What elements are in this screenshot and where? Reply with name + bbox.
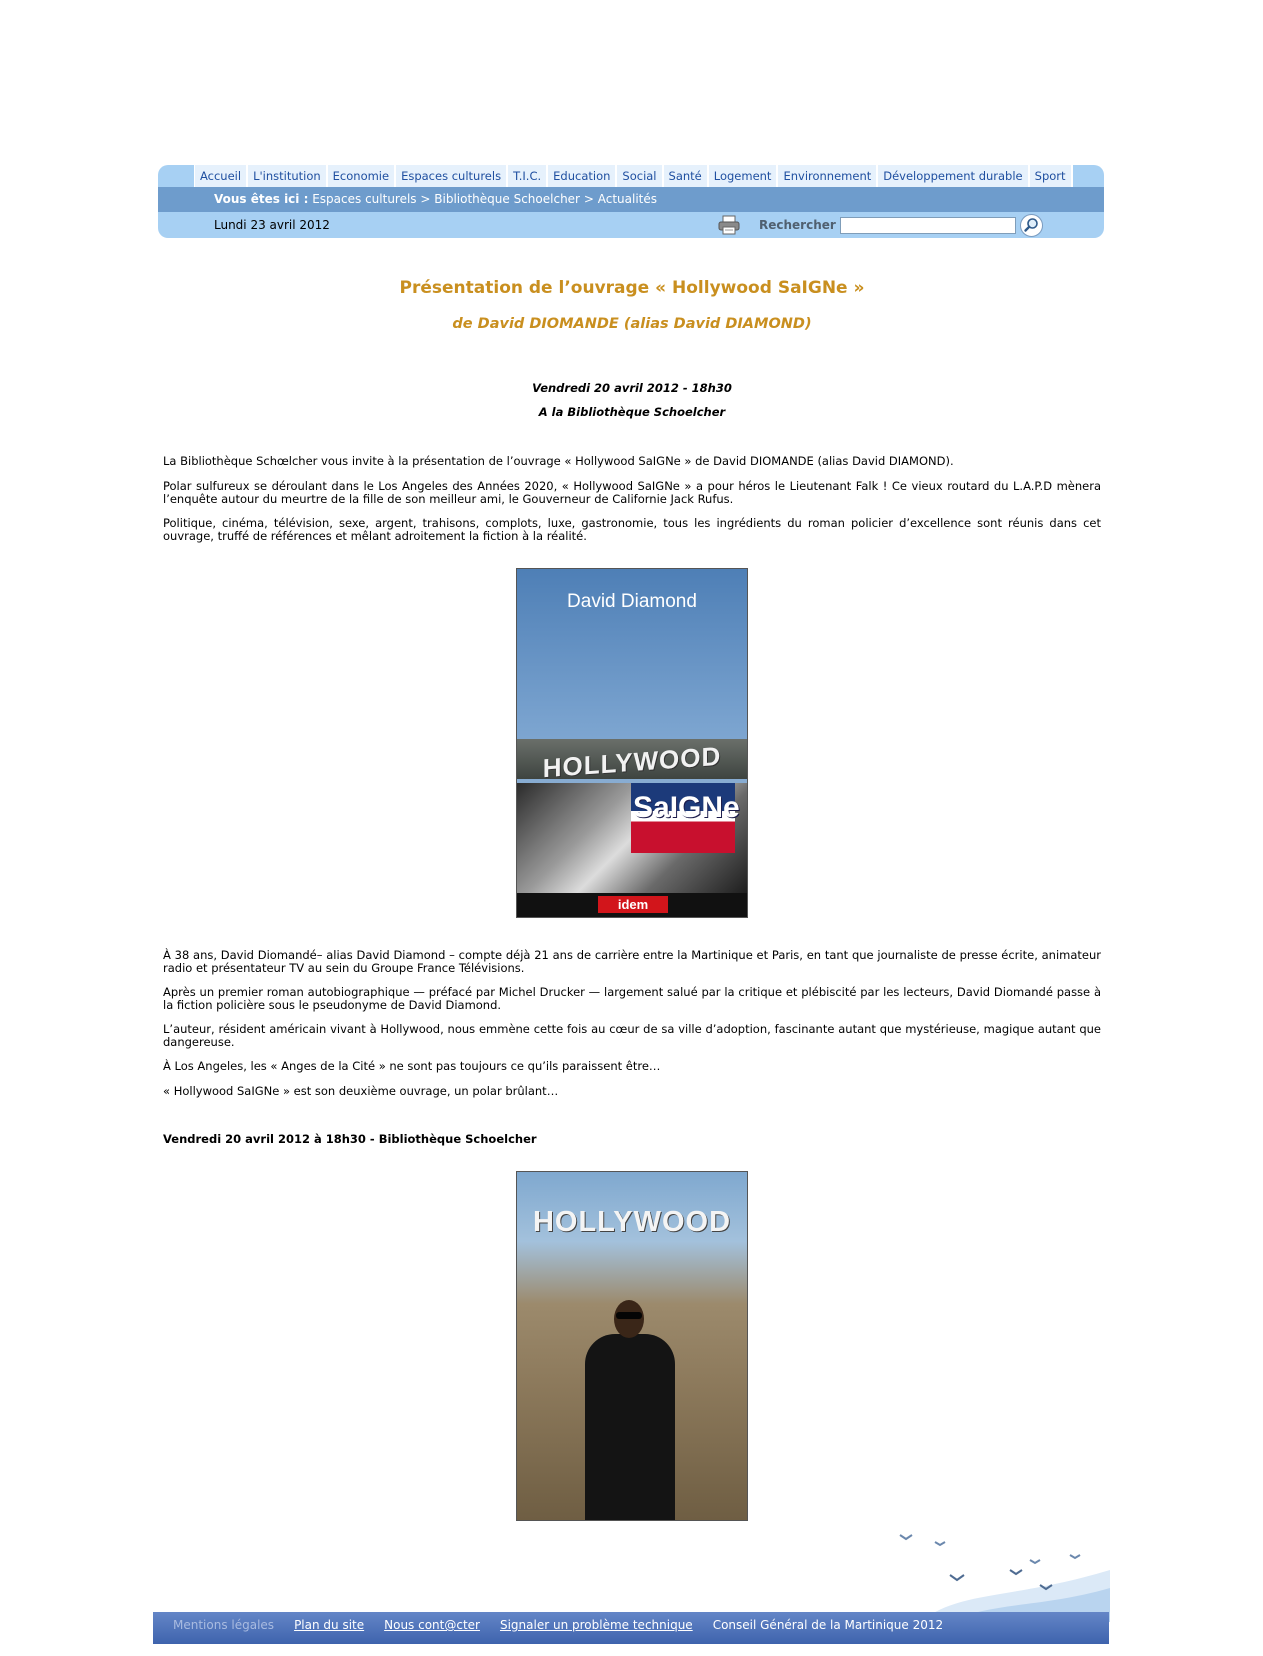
event-date: Vendredi 20 avril 2012 - 18h30 [532,381,732,395]
bio-paragraph: L’auteur, résident américain vivant à Hollywood, nous emmène cette fois au cœur de sa ville d’adoption, fascinante autant que mystérieuse, magique autant que dangereuse. [163,1022,1101,1049]
author-figure-glasses [616,1312,642,1319]
main-nav [194,165,1073,187]
author-figure-head [614,1300,644,1338]
nav-item-espaces-culturels[interactable]: Espaces culturels [396,165,508,187]
cover-hollywood-sign: HOLLYWOOD [542,740,722,784]
search-label: Rechercher [759,218,836,232]
event-summary: Vendredi 20 avril 2012 à 18h30 - Bibliothèque Schoelcher [163,1132,537,1146]
breadcrumb-item-bibliotheque[interactable]: Bibliothèque Schoelcher [434,192,580,206]
intro-paragraph: La Bibliothèque Schœlcher vous invite à la présentation de l’ouvrage « Hollywood SaIGNe » de David DIOMANDE (alias David DIAMOND). [163,454,954,468]
site-footer [153,1612,1109,1644]
nav-item-education[interactable]: Education [548,165,617,187]
breadcrumb-item-espaces-culturels[interactable]: Espaces culturels [312,192,417,206]
footer-link-contact[interactable]: Nous cont@cter [384,1618,480,1632]
nav-item-environnement[interactable]: Environnement [778,165,878,187]
book-cover-image [516,568,748,918]
page-title: Présentation de l’ouvrage « Hollywood SaIGNe » [399,278,865,298]
breadcrumb-separator: > [420,192,431,206]
main-nav-bar [158,165,1104,187]
breadcrumb-item-actualites[interactable]: Actualités [597,192,657,206]
nav-item-sante[interactable]: Santé [664,165,709,187]
photo-hollywood-sign: HOLLYWOOD [532,1206,732,1238]
nav-item-tic[interactable]: T.I.C. [508,165,548,187]
breadcrumb-bar [158,187,1104,212]
event-place: A la Bibliothèque Schoelcher [538,405,726,419]
intro-paragraph: Polar sulfureux se déroulant dans le Los Angeles des Années 2020, « Hollywood SaIGNe » a pour héros le Lieutenant Falk ! Ce vieux routard du L.A.P.D mènera l’enquête autour du meurtre de la fille de son meilleur ami, le Gouverneur de Californie Jack Rufus. [163,479,1101,506]
footer-link-plan-du-site[interactable]: Plan du site [294,1618,365,1632]
author-figure-body [585,1334,675,1520]
page-subtitle: de David DIOMANDE (alias David DIAMOND) [452,316,812,332]
nav-item-economie[interactable]: Economie [328,165,396,187]
breadcrumb-separator: > [583,192,594,206]
publisher-logo: idem [598,896,668,913]
footer-links [173,1612,943,1638]
breadcrumb-label: Vous êtes ici : [214,192,309,206]
bio-paragraph: Après un premier roman autobiographique — préfacé par Michel Drucker — largement salué par la critique et plébiscité par les lecteurs, David Diomandé passe à la fiction policière sous le pseudonyme de David Diamond. [163,985,1101,1012]
printer-icon[interactable] [718,215,740,235]
footer-link-mentions[interactable]: Mentions légales [173,1618,275,1632]
nav-item-institution[interactable]: L'institution [248,165,328,187]
current-date: Lundi 23 avril 2012 [214,218,330,232]
seagulls-wave-decoration [880,1530,1110,1622]
bio-paragraph: À Los Angeles, les « Anges de la Cité » ne sont pas toujours ce qu’ils paraissent être… [163,1059,661,1073]
bio-paragraph: À 38 ans, David Diomandé– alias David Diamond – compte déjà 21 ans de carrière entre la Martinique et Paris, en tant que journaliste de presse écrite, animateur radio et présentateur TV au sein du Groupe France Télévisions. [163,948,1101,975]
bio-paragraph: « Hollywood SaIGNe » est son deuxième ouvrage, un polar brûlant… [163,1084,559,1098]
nav-item-social[interactable]: Social [617,165,663,187]
nav-item-developpement-durable[interactable]: Développement durable [878,165,1029,187]
cover-author: David Diamond [567,591,697,612]
site-header [158,165,1104,238]
intro-paragraph: Politique, cinéma, télévision, sexe, argent, trahisons, complots, luxe, gastronomie, tous les ingrédients du roman policier d’excellence sont réunis dans cet ouvrage, truffé de références et mêlant adroitement la fiction à la réalité. [163,516,1101,543]
footer-copyright: Conseil Général de la Martinique 2012 [712,1618,944,1632]
magnifier-icon[interactable] [1020,214,1043,237]
toolbar [158,212,1104,238]
search-input[interactable] [840,217,1016,234]
author-photo [516,1171,748,1521]
breadcrumb [214,187,657,212]
nav-item-sport[interactable]: Sport [1030,165,1073,187]
cover-title-word: SaIGNe [633,791,740,824]
footer-link-report-problem[interactable]: Signaler un problème technique [499,1618,693,1632]
nav-item-accueil[interactable]: Accueil [195,165,248,187]
nav-item-logement[interactable]: Logement [709,165,779,187]
